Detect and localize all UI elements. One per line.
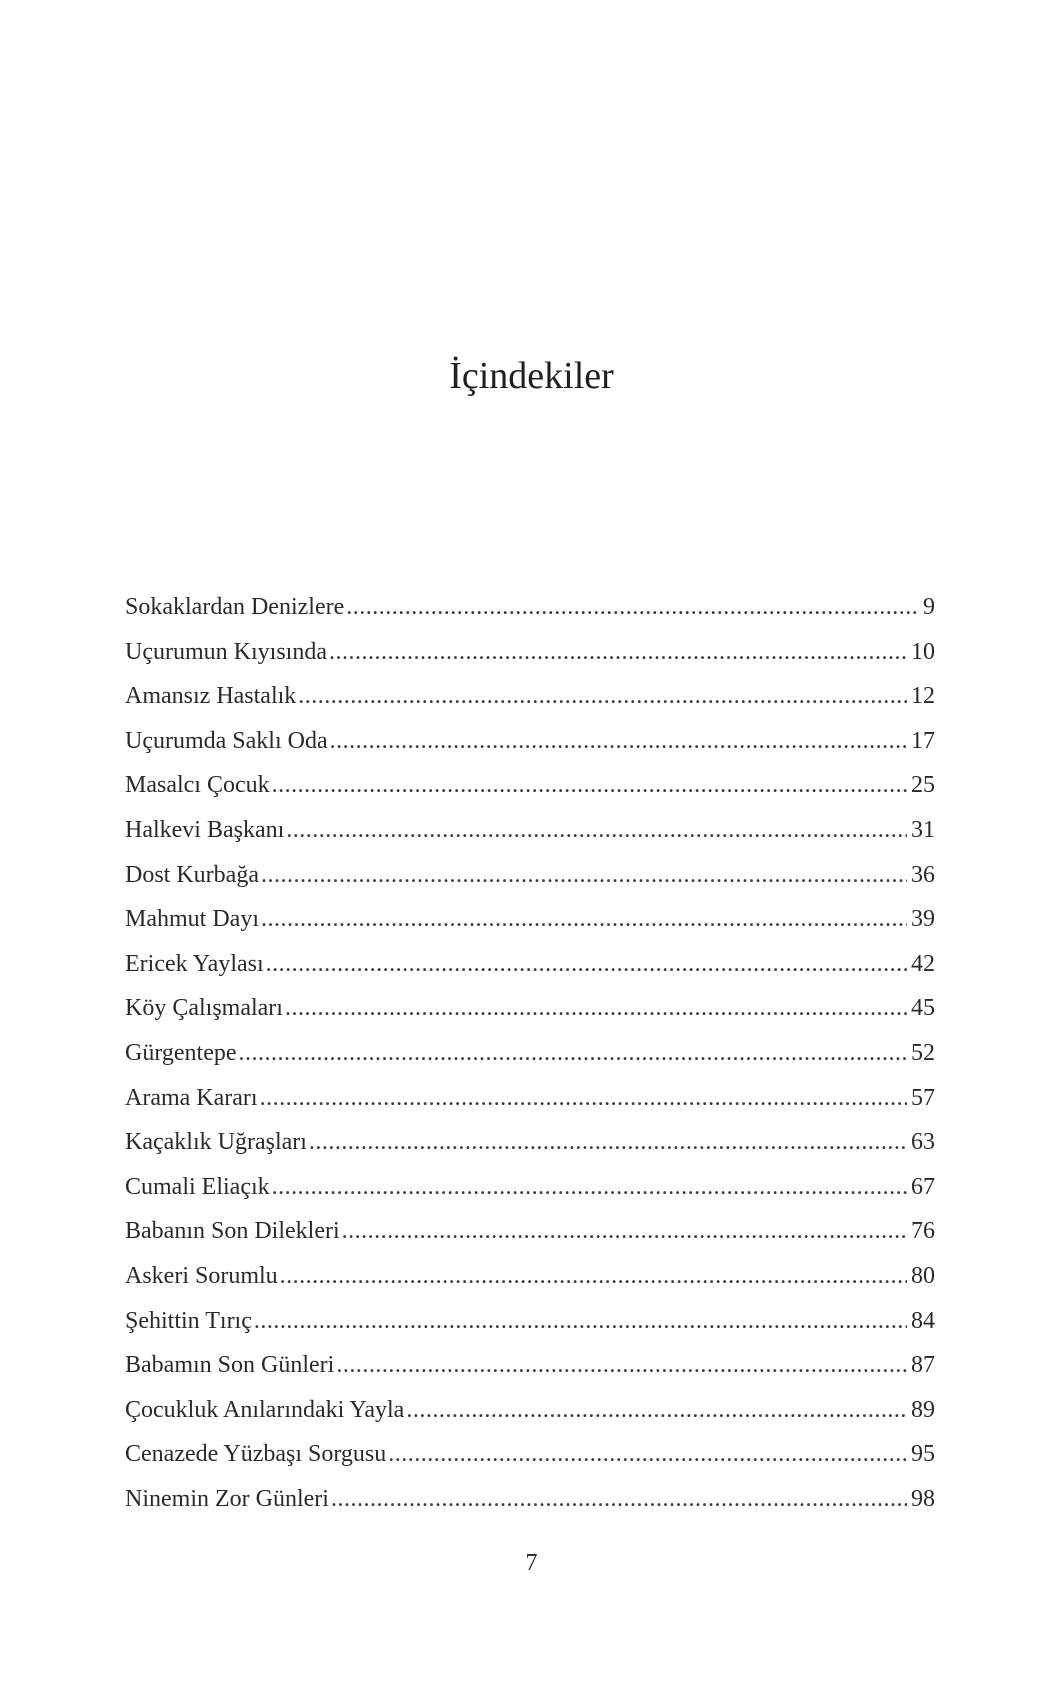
toc-dot-leader (266, 949, 907, 979)
toc-entry-page: 12 (911, 683, 935, 710)
toc-dot-leader (329, 637, 907, 667)
toc-entry-title: Askeri Sorumlu (125, 1262, 278, 1289)
toc-entry-page: 31 (911, 816, 935, 843)
toc-entry-page: 67 (911, 1173, 935, 1200)
toc-entry[interactable] (125, 1216, 935, 1261)
toc-entry-page: 87 (911, 1352, 935, 1379)
page-title: İçindekiler (449, 355, 614, 397)
toc-dot-leader (346, 592, 919, 622)
toc-entry-page: 17 (911, 727, 935, 754)
toc-entry-title: Ericek Yaylası (125, 950, 264, 977)
toc-entry-title: Cenazede Yüzbaşı Sorgusu (125, 1441, 387, 1468)
toc-entry-page: 89 (911, 1396, 935, 1423)
toc-entry[interactable] (125, 949, 935, 994)
page-number: 7 (525, 1550, 538, 1576)
toc-entry-title: Kaçaklık Uğraşları (125, 1129, 307, 1156)
toc-entry-page: 76 (911, 1218, 935, 1245)
toc-entry-title: Masalcı Çocuk (125, 772, 270, 799)
toc-dot-leader (331, 1484, 907, 1514)
toc-dot-leader (261, 860, 907, 890)
toc-entry[interactable] (125, 1261, 935, 1306)
toc-entry-title: Uçurumun Kıyısında (125, 638, 327, 665)
toc-entry-page: 45 (911, 995, 935, 1022)
toc-entry-title: Babanın Son Dilekleri (125, 1218, 340, 1245)
toc-entry[interactable] (125, 1484, 935, 1529)
toc-entry-page: 9 (923, 594, 935, 620)
toc-entry[interactable] (125, 1350, 935, 1395)
toc-entry-page: 63 (911, 1129, 935, 1156)
toc-entry[interactable] (125, 681, 935, 726)
toc-entry-page: 57 (911, 1084, 935, 1111)
toc-entry-title: Ninemin Zor Günleri (125, 1485, 329, 1512)
toc-entry-page: 84 (911, 1307, 935, 1334)
table-of-contents (125, 592, 935, 1528)
toc-entry-title: Şehittin Tırıç (125, 1307, 252, 1334)
toc-entry-title: Gürgentepe (125, 1039, 237, 1066)
toc-entry-title: Dost Kurbağa (125, 861, 259, 888)
toc-dot-leader (406, 1395, 907, 1425)
toc-dot-leader (286, 815, 907, 845)
toc-dot-leader (261, 904, 907, 934)
toc-dot-leader (272, 770, 907, 800)
toc-dot-leader (336, 1350, 907, 1380)
toc-dot-leader (272, 1172, 907, 1202)
toc-entry[interactable] (125, 815, 935, 860)
toc-dot-leader (254, 1306, 907, 1336)
toc-entry-page: 39 (911, 906, 935, 933)
toc-entry[interactable] (125, 726, 935, 771)
toc-entry-title: Mahmut Dayı (125, 906, 259, 933)
toc-entry[interactable] (125, 1038, 935, 1083)
toc-entry[interactable] (125, 904, 935, 949)
toc-entry[interactable] (125, 1172, 935, 1217)
toc-entry-title: Arama Kararı (125, 1084, 258, 1111)
toc-entry[interactable] (125, 637, 935, 682)
toc-dot-leader (298, 681, 907, 711)
toc-entry-page: 36 (911, 861, 935, 888)
toc-entry-title: Amansız Hastalık (125, 683, 297, 710)
toc-entry-page: 80 (911, 1262, 935, 1289)
toc-dot-leader (280, 1261, 907, 1291)
toc-entry-title: Babamın Son Günleri (125, 1352, 335, 1379)
toc-entry-title: Halkevi Başkanı (125, 816, 285, 843)
toc-entry-title: Sokaklardan Denizlere (125, 594, 345, 620)
toc-dot-leader (285, 993, 907, 1023)
toc-dot-leader (309, 1127, 907, 1157)
toc-entry-page: 25 (911, 772, 935, 799)
toc-entry[interactable] (125, 1306, 935, 1351)
toc-entry-page: 95 (911, 1441, 935, 1468)
toc-entry-title: Cumali Eliaçık (125, 1173, 270, 1200)
toc-entry[interactable] (125, 1127, 935, 1172)
toc-entry-title: Çocukluk Anılarındaki Yayla (125, 1396, 405, 1423)
toc-entry[interactable] (125, 770, 935, 815)
toc-entry-page: 42 (911, 950, 935, 977)
toc-entry[interactable] (125, 993, 935, 1038)
toc-entry[interactable] (125, 1439, 935, 1484)
toc-dot-leader (342, 1216, 907, 1246)
toc-entry-title: Köy Çalışmaları (125, 995, 283, 1022)
toc-entry-page: 52 (911, 1039, 935, 1066)
toc-dot-leader (239, 1038, 907, 1068)
toc-dot-leader (388, 1439, 907, 1469)
toc-entry[interactable] (125, 1083, 935, 1128)
toc-entry-page: 98 (911, 1485, 935, 1512)
toc-entry[interactable] (125, 592, 935, 637)
toc-entry[interactable] (125, 860, 935, 905)
toc-entry[interactable] (125, 1395, 935, 1440)
toc-entry-page: 10 (911, 638, 935, 665)
toc-dot-leader (330, 726, 907, 756)
toc-dot-leader (260, 1083, 907, 1113)
toc-entry-title: Uçurumda Saklı Oda (125, 727, 328, 754)
